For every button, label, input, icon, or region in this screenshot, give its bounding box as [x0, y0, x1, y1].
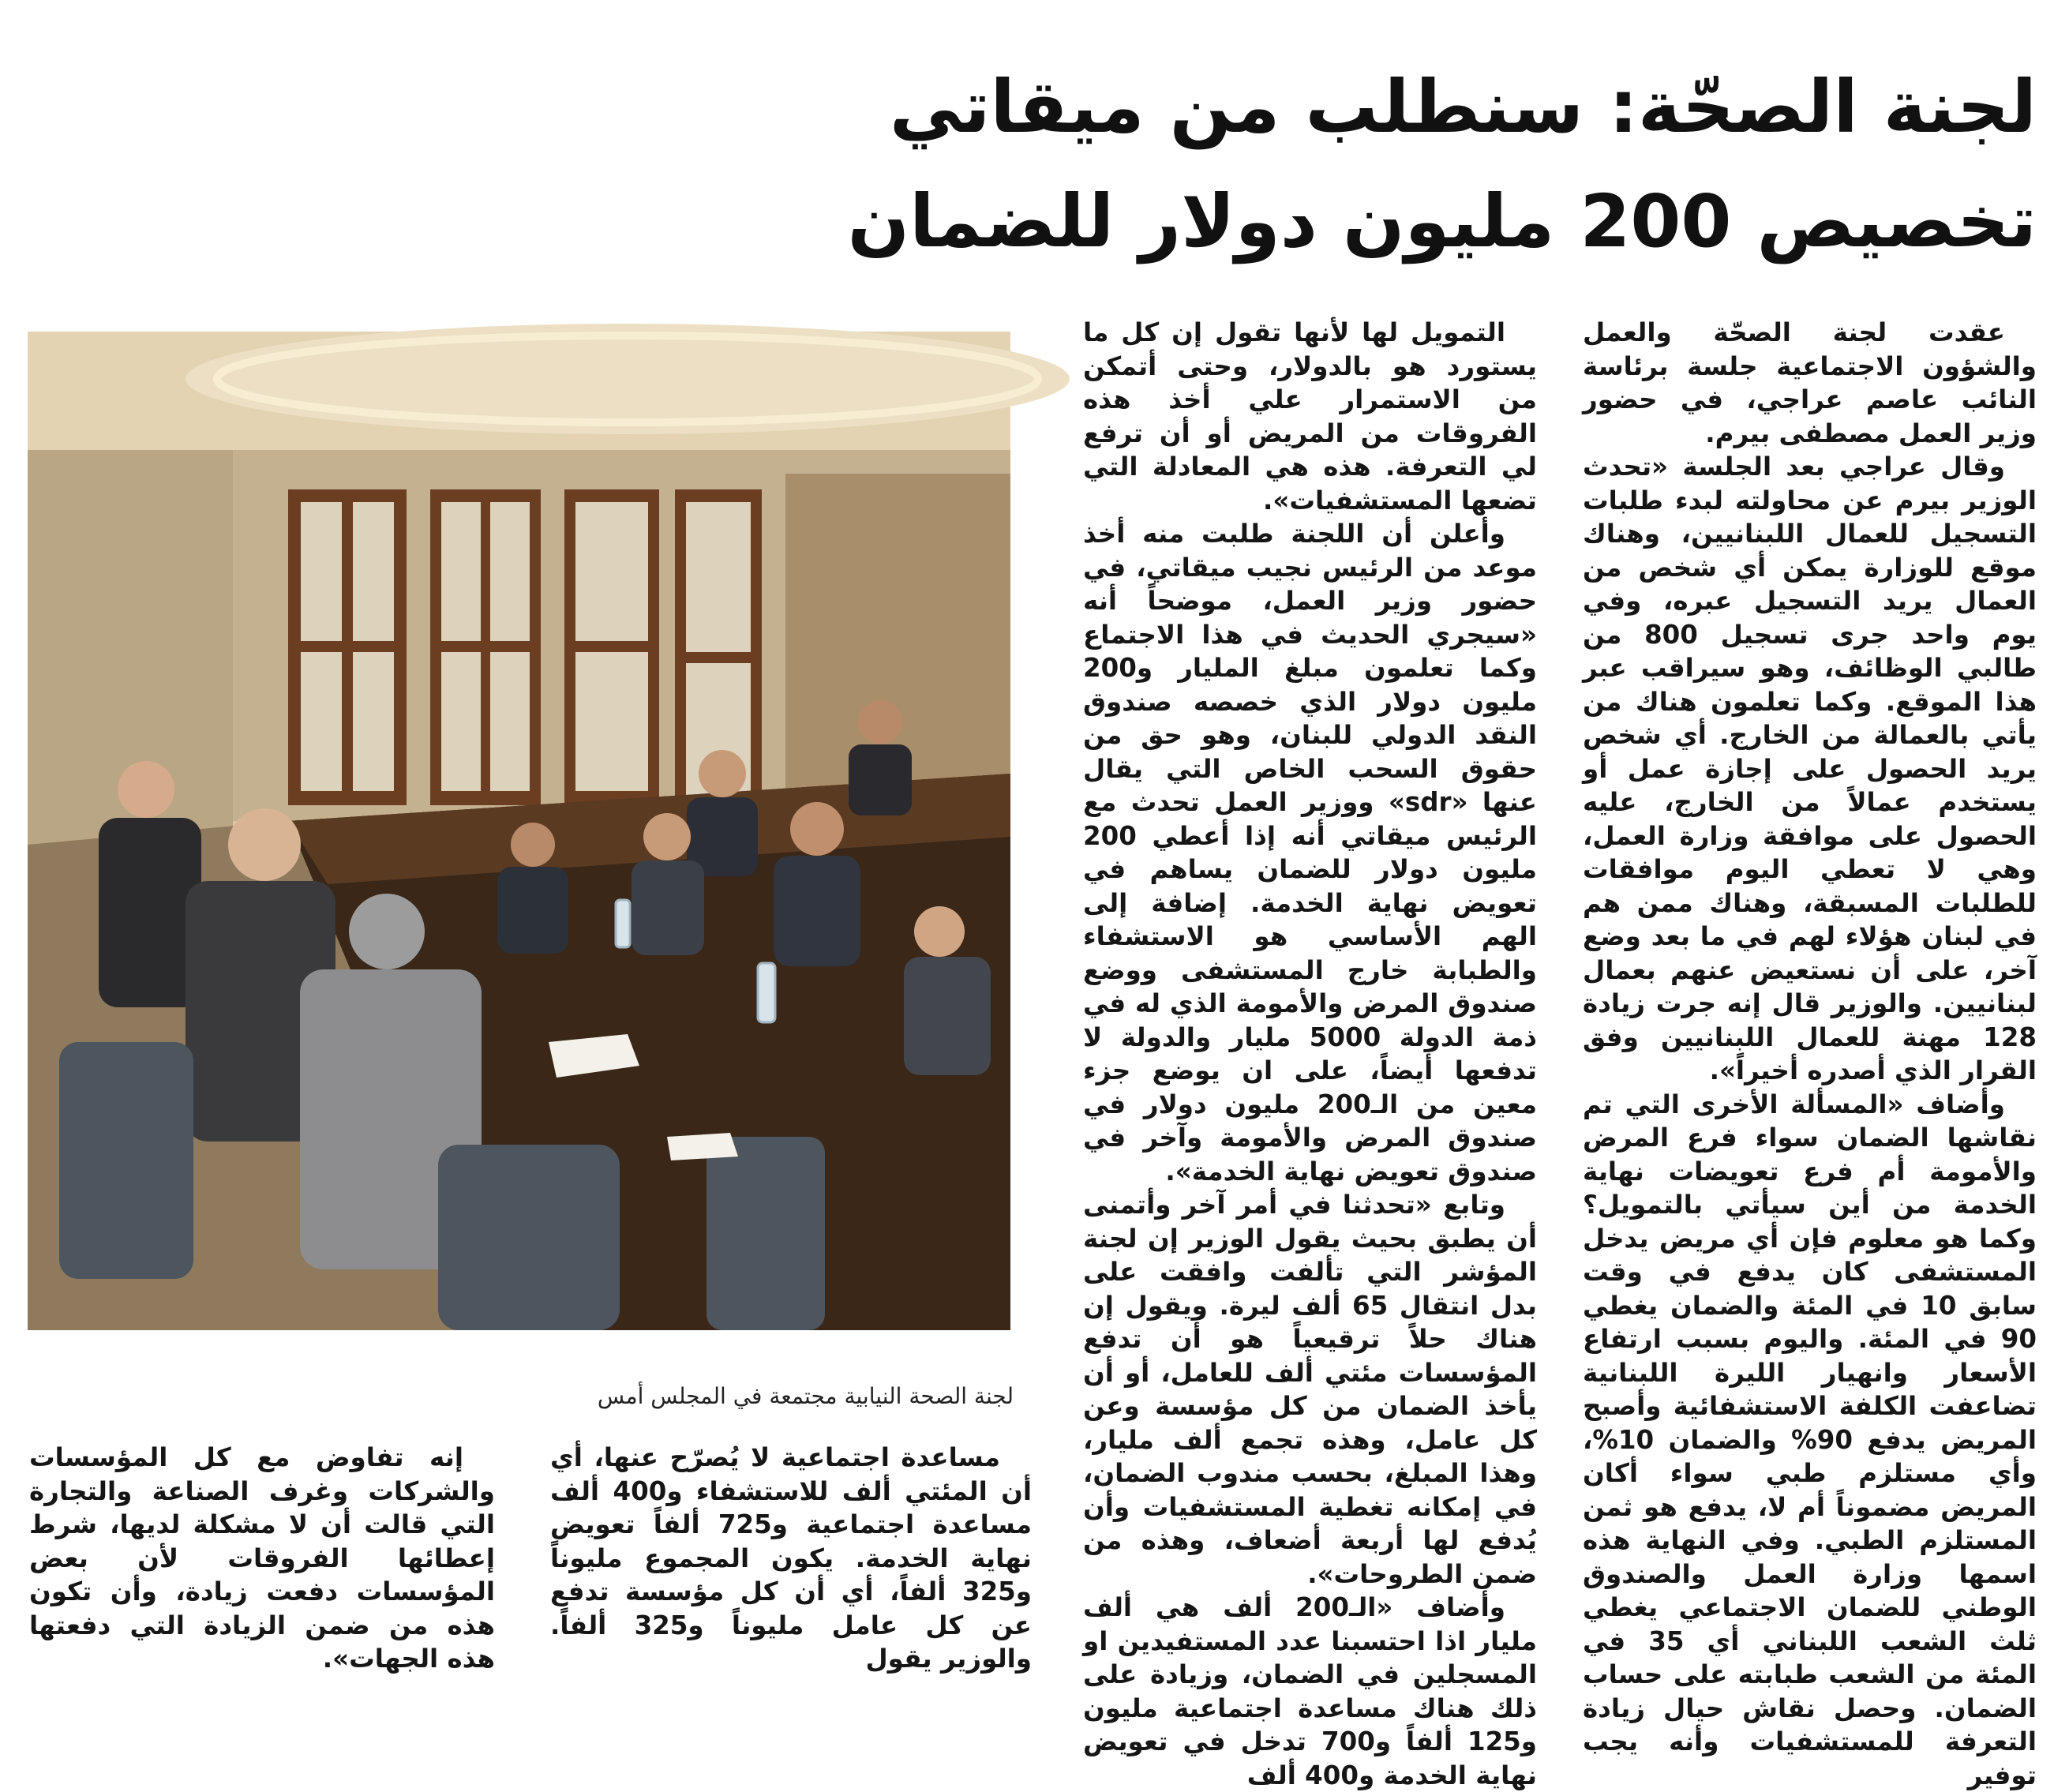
meeting-photo: [28, 332, 1010, 1330]
headline-line-1: لجنة الصحّة: سنطلب من ميقاتي: [632, 67, 2037, 147]
paragraph: وأضاف «المسألة الأخرى التي تم نقاشها الضمان سواء فرع المرض والأمومة أم فرع تعويضات نهاية الخدمة من أين سيأتي بالتمويل؟ وكما هو معلوم فإن أي مريض يدخل المستشفى كان يدفع في وقت سابق 10 في المئة والضمان يغطي 90 في المئة. واليوم بسبب ارتفاع الأسعار وانهيار الليرة اللبنانية تضاعفت الكلفة الاستشفائية وأصبح المريض يدفع 90% والضمان 10%، وأي مستلزم طبي سواء أكان المريض مضموناً أم لا، يدفع هو ثمن المستلزم الطبي. وفي النهاية هذه اسمها وزارة العمل والصندوق الوطني للضمان الاجتماعي يغطي ثلث الشعب اللبناني أي 35 في المئة من الشعب طبابته على حساب الضمان. وحصل نقاش حيال زيادة التعرفة للمستشفيات وأنه يجب توفير: [1583, 1088, 2037, 1792]
headline-line-2: تخصيص 200 مليون دولار للضمان: [632, 182, 2037, 261]
article-column-3: [550, 1441, 1032, 1693]
paragraph: مساعدة اجتماعية لا يُصرّح عنها، أي أن المئتي ألف للاستشفاء و400 ألف مساعدة اجتماعية و725 ألفاً تعويض نهاية الخدمة. يكون المجموع مليوناً و325 ألفاً، أي أن كل مؤسسة تدفع عن كل عامل مليوناً و325 ألفاً. والوزير يقول: [550, 1441, 1032, 1676]
paragraph: وقال عراجي بعد الجلسة «تحدث الوزير بيرم عن محاولته لبدء طلبات التسجيل للعمال اللبنانيين، وهناك موقع للوزارة يمكن أي شخص من العمال يريد التسجيل عبره، وفي يوم واحد جرى تسجيل 800 من طالبي الوظائف، وهو سيراقب عبر هذا الموقع. وكما تعلمون هناك من يأتي بالعمالة من الخارج. أي شخص يريد الحصول على إجازة عمل أو يستخدم عمالاً من الخارج، عليه الحصول على موافقة وزارة العمل، وهي لا تعطي اليوم موافقات للطلبات المسبقة، وهناك ممن هم في لبنان هؤلاء لهم في ما بعد وضع آخر، على أن نستعيض عنهم بعمال لبنانيين. والوزير قال إنه جرت زيادة 128 مهنة للعمال اللبنانيين وفق القرار الذي أصدره أخيراً».: [1583, 450, 2037, 1088]
photo-caption: لجنة الصحة النيابية مجتمعة في المجلس أمس: [598, 1383, 1014, 1409]
paragraph: وأضاف «الـ200 ألف هي ألف مليار اذا احتسبنا عدد المستفيدين او المسجلين في الضمان، وزيادة على ذلك هناك مساعدة اجتماعية مليون و125 ألفاً و700 تدخل في تعويض نهاية الخدمة و400 ألف: [1083, 1591, 1537, 1792]
paragraph: وأعلن أن اللجنة طلبت منه أخذ موعد من الرئيس نجيب ميقاتي، في حضور وزير العمل، موضحاً أنه «سيجري الحديث في هذا الاجتماع وكما تعلمون مبلغ المليار و200 مليون دولار الذي خصصه صندوق النقد الدولي للبنان، وهو حق من حقوق السحب الخاص التي يقال عنها «sdr» ووزير العمل تحدث مع الرئيس ميقاتي أنه إذا أعطي 200 مليون دولار للضمان يساهم في تعويض نهاية الخدمة. إضافة إلى الهم الأساسي هو الاستشفاء والطبابة خارج المستشفى ووضع صندوق المرض والأمومة الذي له في ذمة الدولة 5000 مليار والدولة لا تدفعها أيضاً، على ان يوضع جزء معين من الـ200 مليون دولار في صندوق المرض والأمومة وآخر في صندوق تعويض نهاية الخدمة».: [1083, 517, 1537, 1188]
paragraph: إنه تفاوض مع كل المؤسسات والشركات وغرف الصناعة والتجارة التي قالت أن لا مشكلة لديها، شرط إعطائها الفروقات لأن بعض المؤسسات دفعت زيادة، وأن تكون هذه من ضمن الزيادة التي دفعتها هذه الجهات».: [29, 1441, 495, 1676]
paragraph: وتابع «تحدثنا في أمر آخر وأتمنى أن يطبق بحيث يقول الوزير إن لجنة المؤشر التي تألفت وافقت على بدل انتقال 65 ألف ليرة. ويقول إن هناك حلاً ترقيعياً هو أن تدفع المؤسسات مئتي ألف للعامل، أو أن يأخذ الضمان من كل مؤسسة وعن كل عامل، وهذه تجمع ألف مليار، وهذا المبلغ، بحسب مندوب الضمان، في إمكانه تغطية المستشفيات وأن يُدفع لها أربعة أضعاف، وهذه من ضمن الطروحات».: [1083, 1188, 1537, 1591]
article-column-2: [1083, 316, 1537, 1685]
paragraph: التمويل لها لأنها تقول إن كل ما يستورد هو بالدولار، وحتى أتمكن من الاستمرار علي أخذ هذه الفروقات من المريض أو أن ترفع لي التعرفة. هذه هي المعادلة التي تضعها المستشفيات».: [1083, 316, 1537, 517]
paragraph: عقدت لجنة الصحّة والعمل والشؤون الاجتماعية جلسة برئاسة النائب عاصم عراجي، في حضور وزير العمل مصطفى بيرم.: [1583, 316, 2037, 450]
article-column-1: [1583, 316, 2037, 1685]
article-column-4: [29, 1441, 495, 1693]
